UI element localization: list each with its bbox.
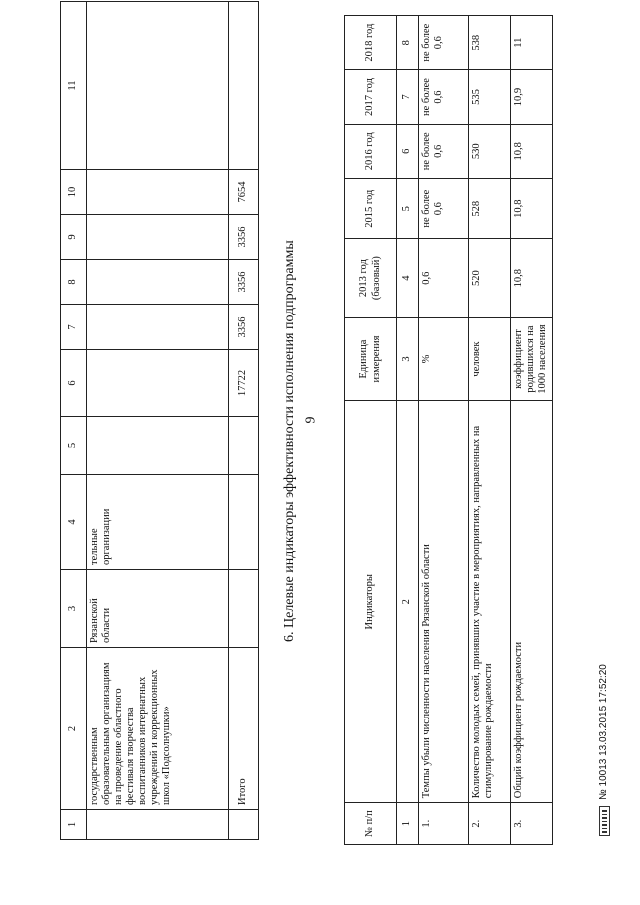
head-2015: 2015 год (345, 178, 397, 239)
col-number-7: 7 (61, 305, 87, 350)
row-2013: 520 (469, 239, 511, 317)
num-1: 1 (397, 803, 419, 845)
total-label: Итого (229, 648, 259, 810)
row-2018: 538 (469, 16, 511, 70)
col-number-2: 2 (61, 648, 87, 810)
num-2: 2 (397, 401, 419, 803)
num-3: 3 (397, 317, 419, 401)
col-number-4: 4 (61, 475, 87, 570)
row-2013: 10,8 (511, 239, 553, 317)
row-unit: человек (469, 317, 511, 401)
indicators-number-row (397, 16, 419, 845)
row-description: государственным образовательным организациям на проведение областного фестиваля творчества воспитанников интернатных учреждений и коррекционных школ «Подсолнушки» (87, 648, 229, 810)
row-cell-1 (87, 810, 229, 840)
row-cell-6 (87, 350, 229, 417)
num-4: 4 (397, 239, 419, 317)
row-indicator: Темпы убыли численности населения Рязанской области (419, 401, 469, 803)
head-2013: 2013 год (базовый) (345, 239, 397, 317)
head-2016: 2016 год (345, 124, 397, 178)
col-number-3: 3 (61, 570, 87, 648)
total-cell-3 (229, 570, 259, 648)
continuation-table (60, 1, 259, 840)
continuation-table-block (60, 1, 259, 840)
indicators-header-row (345, 16, 397, 845)
total-cell-7: 3356 (229, 305, 259, 350)
row-cell-5 (87, 417, 229, 475)
total-cell-5 (229, 417, 259, 475)
total-cell-8: 3356 (229, 260, 259, 305)
barcode-icon (596, 806, 610, 836)
num-5: 5 (397, 178, 419, 239)
table-row (511, 16, 553, 845)
table-row (87, 2, 229, 840)
row-indicator: Количество молодых семей, принявших участие в мероприятиях, направленных на стимулирование рождаемости (469, 401, 511, 803)
col-number-5: 5 (61, 417, 87, 475)
col-number-11: 11 (61, 2, 87, 170)
row-cell-10 (87, 170, 229, 215)
row-cell-9 (87, 215, 229, 260)
row-number: 3. (511, 803, 553, 845)
row-2017: не более 0,6 (419, 70, 469, 124)
total-cell-6: 17722 (229, 350, 259, 417)
total-cell-4 (229, 475, 259, 570)
row-2018: не более 0,6 (419, 16, 469, 70)
head-unit: Единица измерения (345, 317, 397, 401)
row-2017: 535 (469, 70, 511, 124)
stamp-text: № 10013 13.03.2015 17:52:20 (597, 664, 609, 800)
row-region: Рязанской области (87, 570, 229, 648)
num-6: 6 (397, 124, 419, 178)
col-number-1: 1 (61, 810, 87, 840)
row-2016: не более 0,6 (419, 124, 469, 178)
section-title: 6. Целевые индикаторы эффективности исполнения подпрограммы (282, 240, 297, 642)
row-2018: 11 (511, 16, 553, 70)
row-2016: 10,8 (511, 124, 553, 178)
indicators-table-block (344, 15, 553, 845)
row-2016: 530 (469, 124, 511, 178)
total-cell-11 (229, 2, 259, 170)
total-cell-10: 7654 (229, 170, 259, 215)
col-number-6: 6 (61, 350, 87, 417)
row-2013: 0,6 (419, 239, 469, 317)
num-7: 7 (397, 70, 419, 124)
total-cell-9: 3356 (229, 215, 259, 260)
row-number: 2. (469, 803, 511, 845)
row-2015: 10,8 (511, 178, 553, 239)
head-number: № п/п (345, 803, 397, 845)
table-row (469, 16, 511, 845)
row-organizations: тельные организации (87, 475, 229, 570)
row-2017: 10,9 (511, 70, 553, 124)
row-cell-11 (87, 2, 229, 170)
table-row (419, 16, 469, 845)
col-number-10: 10 (61, 170, 87, 215)
row-cell-7 (87, 305, 229, 350)
page-number: 9 (303, 416, 319, 424)
col-number-8: 8 (61, 260, 87, 305)
indicators-table (344, 15, 553, 845)
row-number: 1. (419, 803, 469, 845)
head-indicators: Индикаторы (345, 401, 397, 803)
table-header-row (61, 2, 87, 840)
row-cell-8 (87, 260, 229, 305)
total-cell-1 (229, 810, 259, 840)
total-row (229, 2, 259, 840)
head-2018: 2018 год (345, 16, 397, 70)
col-number-9: 9 (61, 215, 87, 260)
num-8: 8 (397, 16, 419, 70)
document-stamp (596, 664, 610, 836)
row-unit: коэффициент родившихся на 1000 населения (511, 317, 553, 401)
row-2015: не более 0,6 (419, 178, 469, 239)
head-2017: 2017 год (345, 70, 397, 124)
row-2015: 528 (469, 178, 511, 239)
row-unit: % (419, 317, 469, 401)
row-indicator: Общий коэффициент рождаемости (511, 401, 553, 803)
